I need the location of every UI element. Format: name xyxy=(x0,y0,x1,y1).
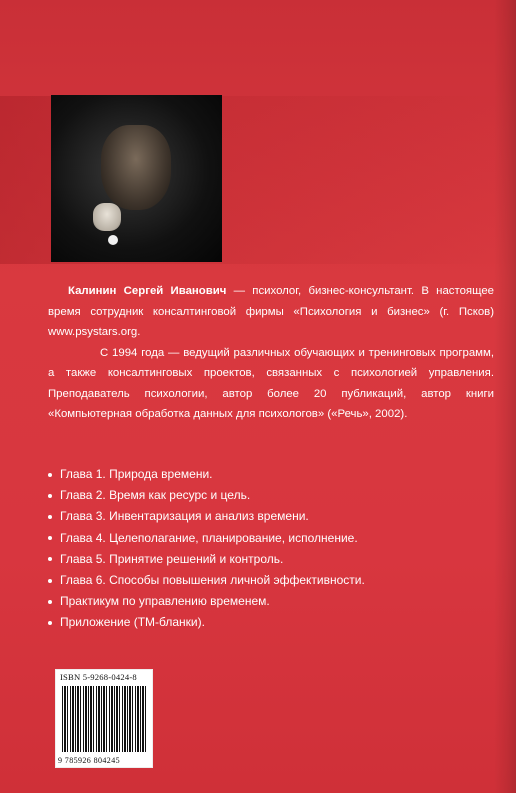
list-item xyxy=(48,591,365,612)
list-item xyxy=(48,612,365,633)
author-face xyxy=(101,125,171,210)
spine-shadow xyxy=(494,0,516,793)
list-item xyxy=(48,506,365,527)
bullet-icon xyxy=(48,579,52,583)
bullet-icon xyxy=(48,473,52,477)
bullet-icon xyxy=(48,494,52,498)
chapter-label: Глава 3. Инвентаризация и анализ времени. xyxy=(60,509,309,524)
barcode-bars xyxy=(62,686,146,752)
list-item xyxy=(48,549,365,570)
barcode xyxy=(55,669,153,768)
author-badge xyxy=(108,235,118,245)
bullet-icon xyxy=(48,536,52,540)
chapter-list xyxy=(48,464,365,634)
author-bio xyxy=(48,281,494,425)
bio-line1-rest: — психолог, бизнес-консультант. В настоящее время сотрудник консалтинговой фирмы «Психология и бизнес» (г. Псков) www.psystars.org. xyxy=(48,285,494,338)
bullet-icon xyxy=(48,515,52,519)
bio-paragraph-1 xyxy=(48,281,494,343)
chapter-label: Глава 6. Способы повышения личной эффективности. xyxy=(60,573,365,588)
bullet-icon xyxy=(48,600,52,604)
chapter-label: Глава 5. Принятие решений и контроль. xyxy=(60,551,284,566)
author-hand xyxy=(93,203,121,231)
list-item xyxy=(48,464,365,485)
author-name: Калинин Сергей Иванович xyxy=(68,285,227,297)
list-item xyxy=(48,570,365,591)
bullet-icon xyxy=(48,557,52,561)
list-item xyxy=(48,528,365,549)
barcode-digits: 9 785926 804245 xyxy=(58,756,120,765)
chapter-label: Глава 2. Время как ресурс и цель. xyxy=(60,488,251,503)
author-photo xyxy=(51,95,222,262)
bullet-icon xyxy=(48,621,52,625)
chapter-label: Практикум по управлению временем. xyxy=(60,594,270,609)
list-item xyxy=(48,485,365,506)
chapter-label: Глава 4. Целеполагание, планирование, исполнение. xyxy=(60,530,358,545)
chapter-label: Приложение (ТМ-бланки). xyxy=(60,615,205,630)
isbn-label: ISBN 5-9268-0424-8 xyxy=(60,672,137,682)
chapter-label: Глава 1. Природа времени. xyxy=(60,467,213,481)
bio-paragraph-2: С 1994 года — ведущий различных обучающих и тренинговых программ, а также консалтинговых проектов, связанных с психологией управления. Преподаватель психологии, автор более 20 публикаций, автор книги «Компьютерная обработка данных для психологов» («Речь», 2002). xyxy=(48,346,494,420)
